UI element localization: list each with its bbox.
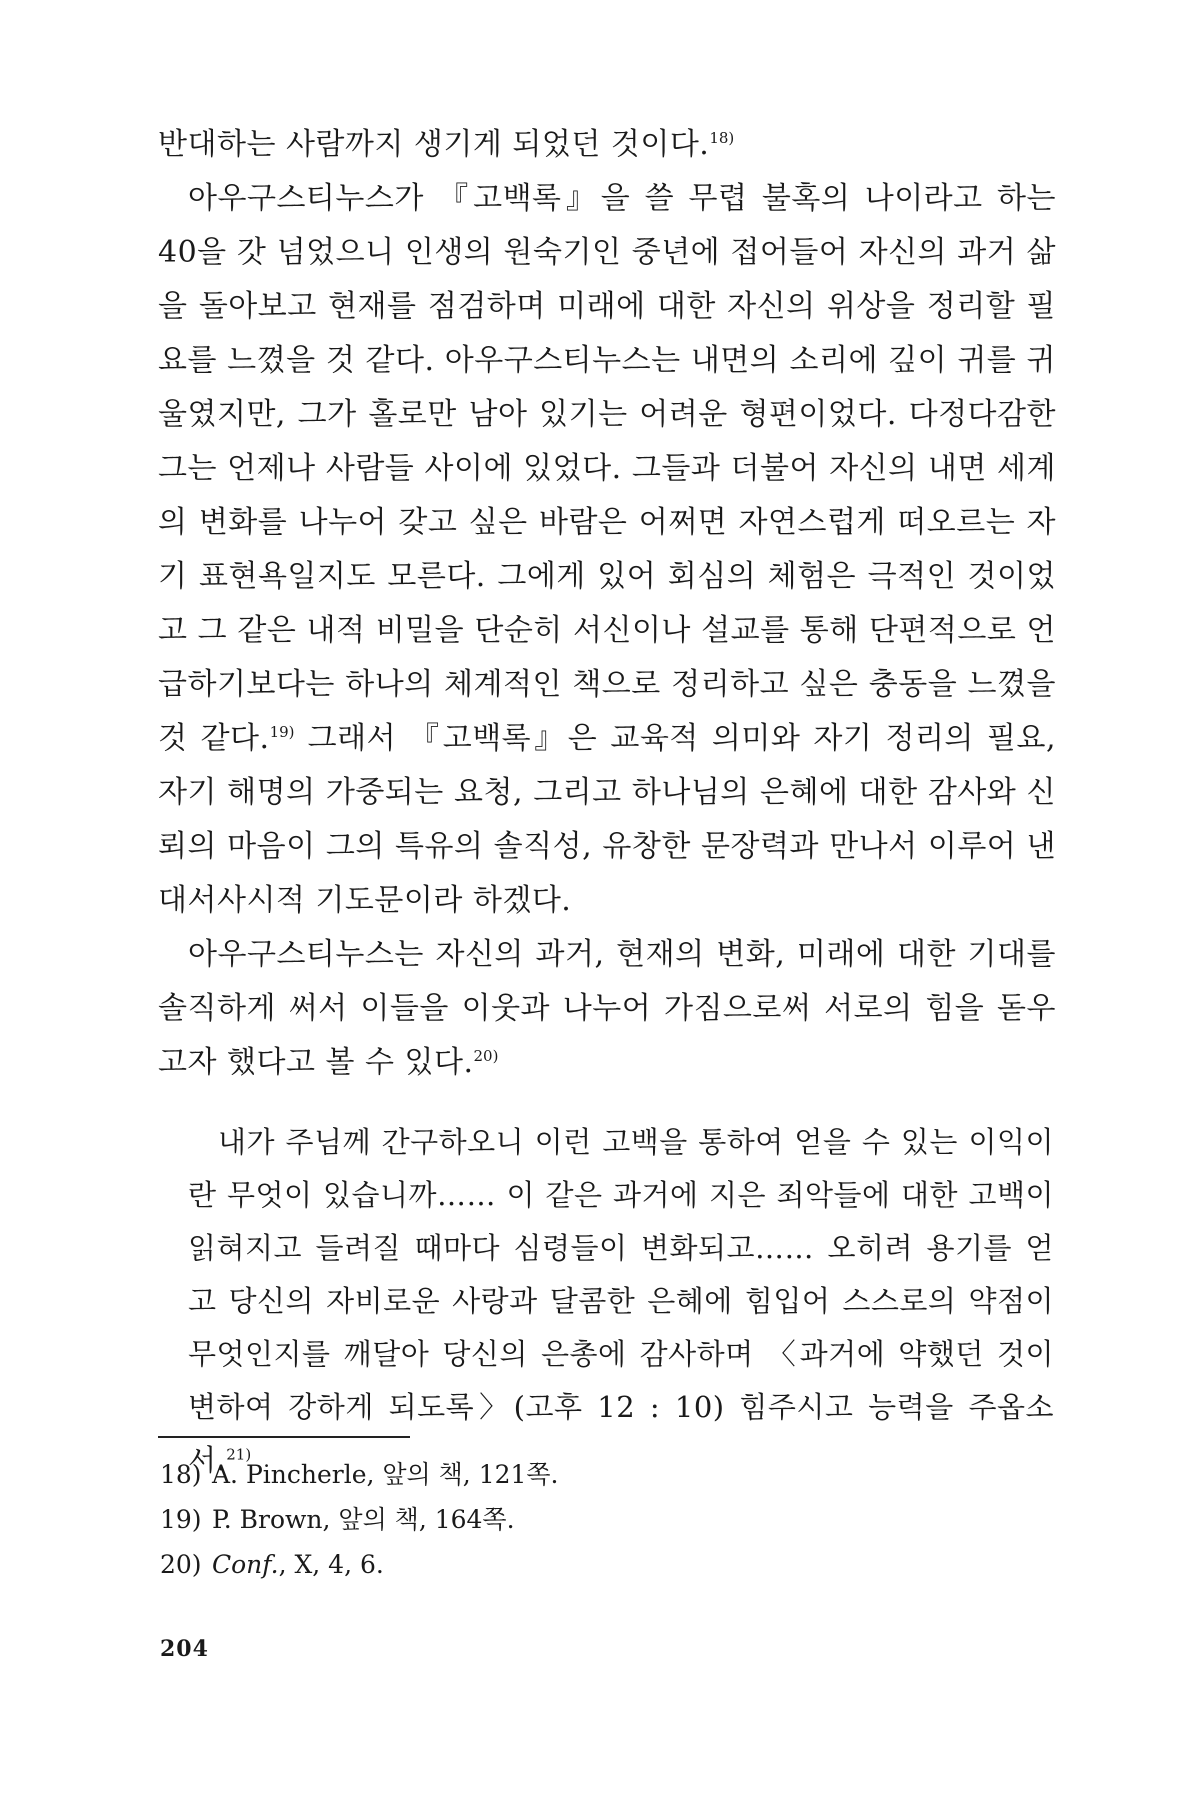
footnote-19 [160,1497,960,1542]
block-quote [188,1116,1054,1487]
footnote-text [212,1542,384,1587]
footnote-18 [160,1452,960,1497]
paragraph-3-text: 아우구스티누스는 자신의 과거, 현재의 변화, 미래에 대한 기대를 솔직하게 써서 이들을 이웃과 나누어 가짐으로써 서로의 힘을 돋우고자 했다고 볼 수 있다. [158,937,1056,1080]
main-text [158,118,1056,1090]
footnote-italic-title: Conf. [212,1550,279,1579]
footnote-ref-20: 20) [473,1047,499,1065]
footnote-text: A. Pincherle, 앞의 책, 121쪽. [212,1460,559,1489]
footnote-ref-19: 19) [269,723,295,741]
footnote-ref-21: 21) [226,1445,252,1464]
footnote-number: 20) [160,1550,202,1579]
footnote-ref-18: 18) [709,129,735,147]
quote-paragraph [188,1116,1054,1487]
footnote-20 [160,1542,960,1587]
footnote-number: 18) [160,1460,202,1489]
footnotes [160,1452,960,1587]
page-number: 204 [160,1636,209,1662]
paragraph-2-text-a: 아우구스티누스가 『고백록』을 쓸 무렵 불혹의 나이라고 하는 40을 갓 넘었으니 인생의 원숙기인 중년에 접어들어 자신의 과거 삶을 돌아보고 현재를 점검하며 미래에 대한 자신의 위상을 정리할 필요를 느꼈을 것 같다. 아우구스티누스는 내면의 소리에 깊이 귀를 귀울였지만, 그가 홀로만 남아 있기는 어려운 형편이었다. 다정다감한 그는 언제나 사람들 사이에 있었다. 그들과 더불어 자신의 내면 세계의 변화를 나누어 갖고 싶은 바람은 어쩌면 자연스럽게 떠오르는 자기 표현욕일지도 모른다. 그에게 있어 회심의 체험은 극적인 것이었고 그 같은 내적 비밀을 단순히 서신이나 설교를 통해 단편적으로 언급하기보다는 하나의 체계적인 책으로 정리하고 싶은 충동을 느꼈을 것 같다. [158,181,1056,756]
quote-text: 내가 주님께 간구하오니 이런 고백을 통하여 얻을 수 있는 이익이란 무엇이 있습니까…… 이 같은 과거에 지은 죄악들에 대한 고백이 읽혀지고 들려질 때마다 심령들이 변화되고…… 오히려 용기를 얻고 당신의 자비로운 사랑과 달콤한 은혜에 힘입어 스스로의 약점이 무엇인지를 깨달아 당신의 은총에 감사하며 〈과거에 약했던 것이 변하여 강하게 되도록〉(고후 12 : 10) 힘주시고 능력을 주옵소서. [188,1125,1054,1477]
paragraph-2 [158,172,1056,928]
paragraph-2-text-b: 그래서 『고백록』은 교육적 의미와 자기 정리의 필요, 자기 해명의 가중되는 요청, 그리고 하나님의 은혜에 대한 감사와 신뢰의 마음이 그의 특유의 솔직성, 유창한 문장력과 만나서 이루어 낸 대서사시적 기도문이라 하겠다. [158,721,1057,918]
paragraph-1-text: 반대하는 사람까지 생기게 되었던 것이다. [158,127,710,162]
footnote-divider [158,1436,410,1438]
footnote-text: P. Brown, 앞의 책, 164쪽. [212,1505,515,1534]
footnote-citation: , Ⅹ, 4, 6. [278,1550,384,1579]
paragraph-3 [158,928,1056,1090]
paragraph-1 [158,118,1056,172]
footnote-number: 19) [160,1505,202,1534]
